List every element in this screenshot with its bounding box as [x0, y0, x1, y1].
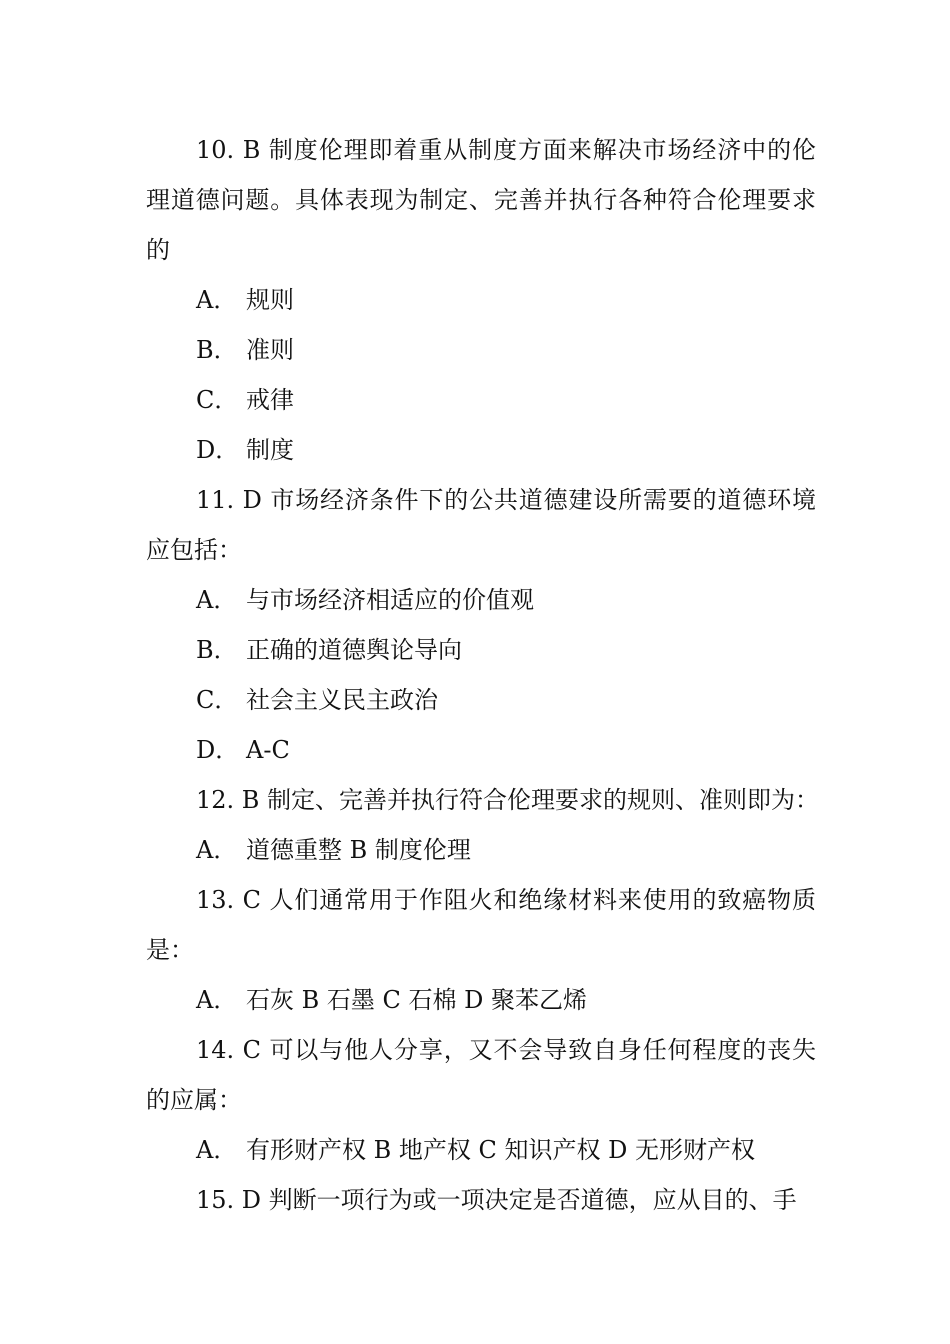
question-stem: 15. D 判断一项行为或一项决定是否道德，应从目的、手: [196, 1186, 797, 1214]
option-text: 石灰 B 石墨 C 石棉 D 聚苯乙烯: [246, 986, 588, 1014]
option-item: [146, 825, 816, 875]
option-text: 准则: [246, 336, 294, 364]
option-text: 有形财产权 B 地产权 C 知识产权 D 无形财产权: [246, 1136, 756, 1164]
question-stem: 12. B 制定、完善并执行符合伦理要求的规则、准则即为：: [196, 786, 820, 814]
question-stem: 14. C 可以与他人分享，又不会导致自身任何程度的丧失的应属：: [146, 1036, 816, 1114]
option-text: 规则: [246, 286, 294, 314]
option-letter: D．: [196, 736, 240, 764]
option-letter: A．: [196, 986, 238, 1014]
option-item: [146, 625, 816, 675]
question-stem: 11. D 市场经济条件下的公共道德建设所需要的道德环境应包括：: [146, 486, 816, 564]
option-letter: B．: [196, 636, 238, 664]
option-item: [146, 325, 816, 375]
option-text: 制度: [246, 436, 294, 464]
option-text: 与市场经济相适应的价值观: [246, 586, 534, 614]
option-item: [146, 725, 816, 775]
option-text: 社会主义民主政治: [246, 686, 438, 714]
option-item: [146, 675, 816, 725]
option-text: A-C: [246, 736, 290, 764]
option-item: [146, 575, 816, 625]
option-text: 道德重整 B 制度伦理: [246, 836, 471, 864]
option-letter: A．: [196, 586, 238, 614]
question-stem: 10. B 制度伦理即着重从制度方面来解决市场经济中的伦理道德问题。具体表现为制定、完善并执行各种符合伦理要求的: [146, 136, 816, 264]
option-text: 戒律: [246, 386, 294, 414]
option-letter: A．: [196, 1136, 238, 1164]
question-list: [146, 125, 820, 1225]
option-letter: A．: [196, 836, 238, 864]
option-item: [146, 1125, 816, 1175]
option-text: 正确的道德舆论导向: [246, 636, 462, 664]
option-letter: C．: [196, 386, 239, 414]
option-letter: D．: [196, 436, 240, 464]
option-item: [146, 425, 816, 475]
option-letter: B．: [196, 336, 238, 364]
option-letter: A．: [196, 286, 238, 314]
option-letter: C．: [196, 686, 239, 714]
option-item: [146, 975, 816, 1025]
option-item: [146, 275, 816, 325]
question-stem: 13. C 人们通常用于作阻火和绝缘材料来使用的致癌物质是：: [146, 886, 816, 964]
option-item: [146, 375, 816, 425]
